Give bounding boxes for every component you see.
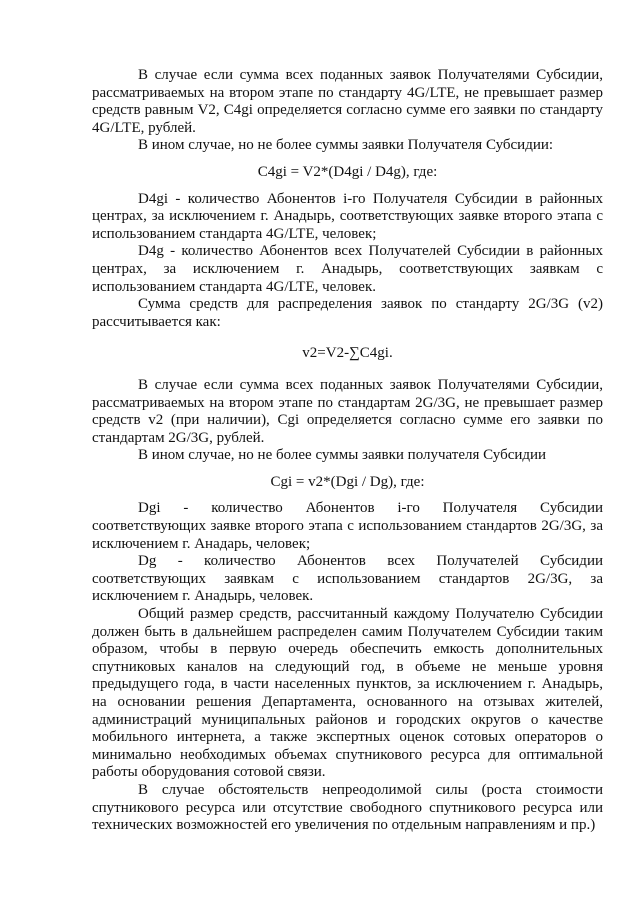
definition-dg: Dg - количество Абонентов всех Получателей Субсидии соответствующих заявкам с использованием стандартов 2G/3G, за исключением г. Анадырь, человек. [92, 553, 603, 605]
document-page [92, 67, 603, 835]
paragraph-2g3g-otherwise: В ином случае, но не более суммы заявки получателя Субсидии [138, 447, 547, 464]
paragraph-v2-intro: Сумма средств для распределения заявок по стандарту 2G/3G (v2) рассчитывается как: [92, 296, 603, 330]
paragraph-force-majeure: В случае обстоятельств непреодолимой силы (роста стоимости спутникового ресурса или отсутствие свободного спутникового ресурса или технических возможностей его увеличения по отдельным направлениям и пр.) [92, 781, 603, 834]
paragraph-2g3g-condition: В случае если сумма всех поданных заявок Получателями Субсидии, рассматриваемых на втором этапе по стандартам 2G/3G, не превышает размер средств v2 (при наличии), Cgi определяется согласно сумме его заявки по стандартам 2G/3G, рублей. [92, 376, 603, 446]
formula-v2: v2=V2-∑C4gi. [302, 345, 393, 362]
definition-dgi: Dgi - количество Абонентов i-го Получателя Субсидии соответствующих заявке второго этапа с использованием стандартов 2G/3G, за исключением г. Анадарь, человек; [92, 500, 603, 552]
formula-c4gi: C4gi = V2*(D4gi / D4g), где: [257, 163, 438, 180]
formula-cgi: Cgi = v2*(Dgi / Dg), где: [270, 473, 425, 490]
paragraph-distribution: Общий размер средств, рассчитанный каждому Получателю Субсидии должен быть в дальнейшем распределен самим Получателем Субсидии таким образом, чтобы в первую очередь обеспечить емкость дополнительных спутниковых каналов на следующий год, в объеме не меньше уровня предыдущего года, в части населенных пунктов, за исключением г. Анадырь, на основании решения Департамента, основанного на отзывах жителей, администраций муниципальных районов и городских округов о качестве мобильного интернета, а также экспертных оценок сотовых операторов о минимально необходимых объемах спутникового ресурса для оптимальной работы оборудования сотовой связи. [92, 606, 603, 781]
paragraph-4g-otherwise: В ином случае, но не более суммы заявки Получателя Субсидии: [138, 137, 554, 154]
definition-d4g: D4g - количество Абонентов всех Получателей Субсидии в районных центрах, за исключением г. Анадырь, соответствующих заявкам с использованием стандарта 4G/LTE, человек. [92, 243, 603, 295]
paragraph-4g-condition: В случае если сумма всех поданных заявок Получателями Субсидии, рассматриваемых на втором этапе по стандарту 4G/LTE, не превышает размер средств равным V2, C4gi определяется согласно сумме его заявки по стандарту 4G/LTE, рублей. [92, 67, 603, 136]
definition-d4gi: D4gi - количество Абонентов i-го Получателя Субсидии в районных центрах, за исключением г. Анадырь, соответствующих заявке второго этапа с использованием стандарта 4G/LTE, человек; [92, 190, 603, 242]
